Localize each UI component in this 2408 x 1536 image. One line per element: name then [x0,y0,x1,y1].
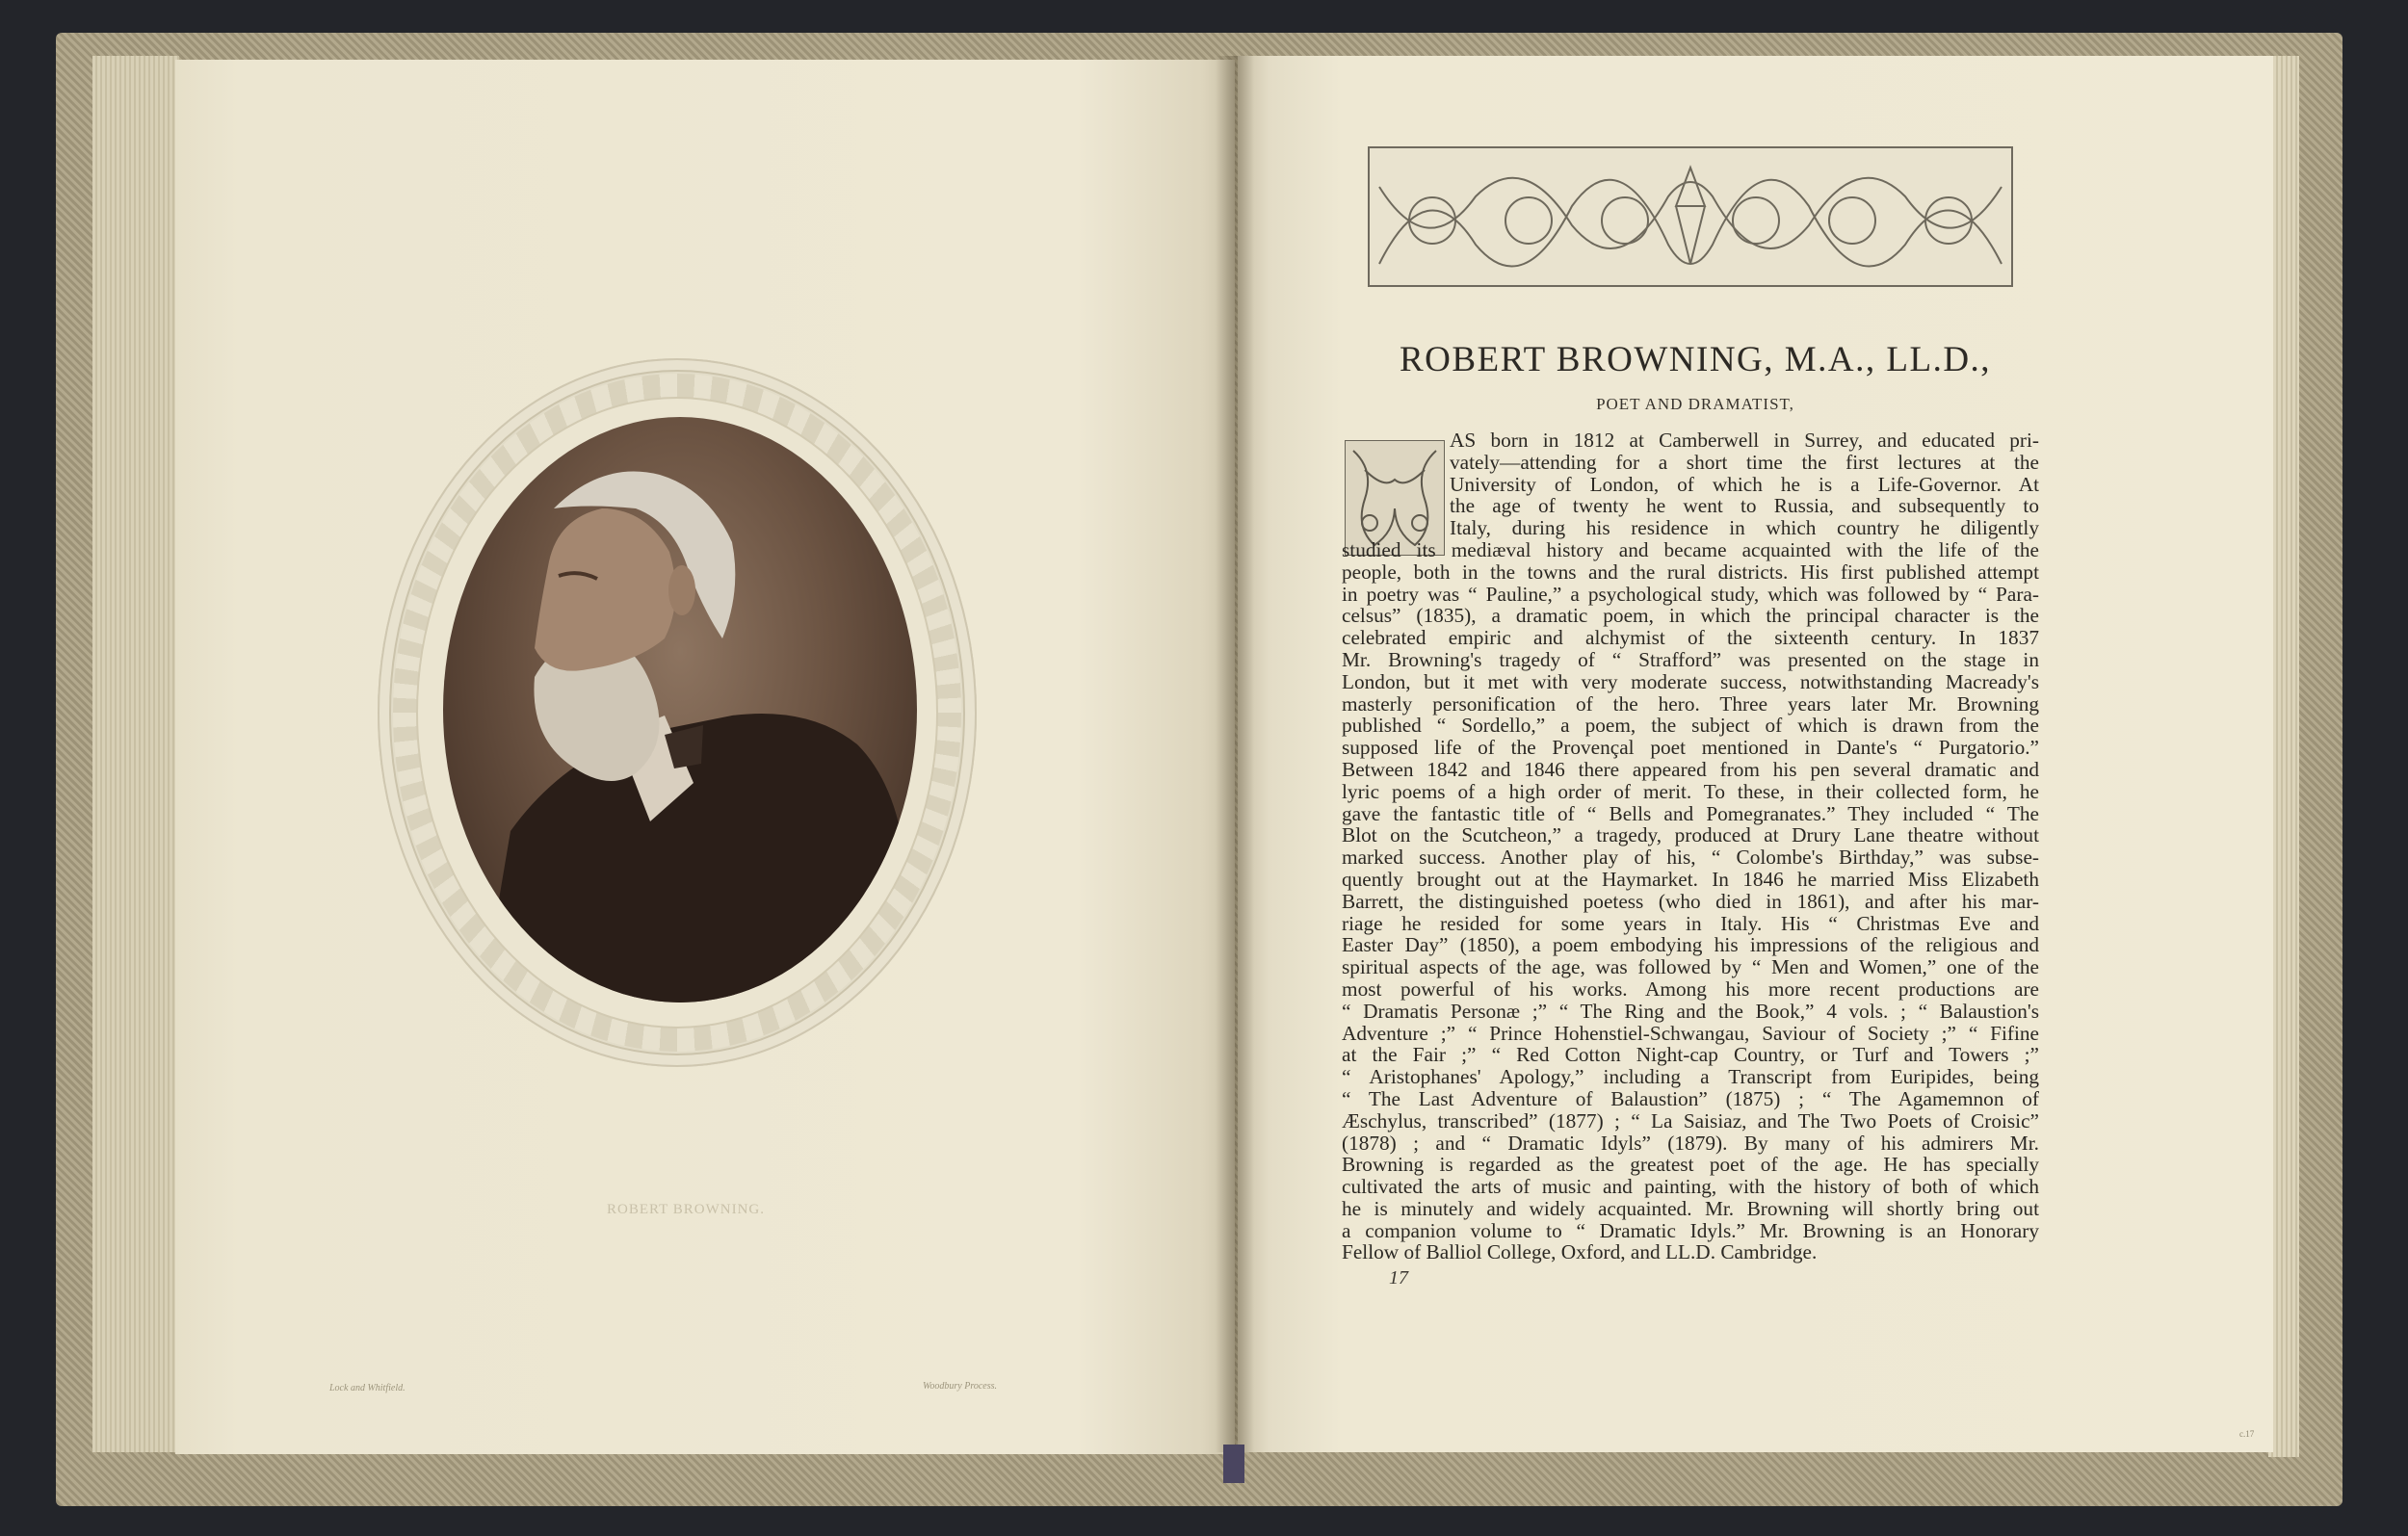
body-line: studied its mediæval history and became acquainted with the life of the [1342,537,2039,561]
body-line: cultivated the arts of music and painting, with the history of both of which [1342,1175,2039,1199]
portrait-caption: ROBERT BROWNING. [607,1202,765,1217]
body-line: AS born in 1812 at Camberwell in Surrey, and educated pri- [1450,429,2039,452]
body-line: spiritual aspects of the age, was followed by “ Men and Women,” one of the [1342,955,2039,979]
portrait-photograph [443,417,917,1002]
article-subtitle: POET AND DRAMATIST, [1596,395,1794,413]
body-line: supposed life of the Provençal poet mentioned in Dante's “ Purgatorio.” [1342,736,2039,760]
body-line: Adventure ;” “ Prince Hohenstiel-Schwangau, Saviour of Society ;” “ Fifine [1342,1021,2039,1045]
headpiece-ornament [1368,146,2013,287]
body-line: vately—attending for a short time the first lectures at the [1450,450,2039,474]
body-line: gave the fantastic title of “ Bells and Pomegranates.” They included “ The [1342,801,2039,825]
photographer-credit: Lock and Whitfield. [329,1383,406,1393]
body-line: (1878) ; and “ Dramatic Idyls” (1879). By many of his admirers Mr. [1342,1131,2039,1155]
body-line: Between 1842 and 1846 there appeared from his pen several dramatic and [1342,757,2039,781]
body-line: people, both in the towns and the rural districts. His first published attempt [1342,560,2039,584]
body-line: Browning is regarded as the greatest poet of the age. He has specially [1342,1153,2039,1177]
spine-ribbon [1223,1445,1244,1483]
body-line: “ The Last Adventure of Balaustion” (1875) ; “ The Agamemnon of [1342,1086,2039,1110]
body-line: Barrett, the distinguished poetess (who died in 1861), and after his mar- [1342,889,2039,913]
body-line: quently brought out at the Haymarket. In 1846 he married Miss Elizabeth [1342,867,2039,891]
body-line: Blot on the Scutcheon,” a tragedy, produced at Drury Lane theatre without [1342,823,2039,847]
body-line: published “ Sordello,” a poem, the subject of which is drawn from the [1342,714,2039,738]
body-line: masterly personification of the hero. Three years later Mr. Browning [1342,691,2039,716]
body-line: Fellow of Balliol College, Oxford, and LL.D. Cambridge. [1342,1240,1818,1264]
article-title: ROBERT BROWNING, M.A., LL.D., [1399,340,1992,379]
body-line: marked success. Another play of his, “ Colombe's Birthday,” was subse- [1342,846,2039,870]
process-credit: Woodbury Process. [923,1381,998,1392]
body-line: most powerful of his works. Among his more recent productions are [1342,976,2039,1001]
article-body [1342,430,2039,1263]
body-line: celsus” (1835), a dramatic poem, in which the principal character is the [1342,604,2039,628]
body-line: riage he resided for some years in Italy. His “ Christmas Eve and [1342,911,2039,935]
body-line: celebrated empiric and alchymist of the sixteenth century. In 1837 [1342,626,2039,650]
body-line: he is minutely and widely acquainted. Mr. Browning will shortly bring out [1342,1196,2039,1220]
body-line: Italy, during his residence in which country he diligently [1450,516,2039,540]
body-line: Æschylus, transcribed” (1877) ; “ La Saisiaz, and The Two Poets of Croisic” [1342,1108,2039,1132]
page-edges-left [92,56,179,1452]
body-line: lyric poems of a high order of merit. To these, in their collected form, he [1342,779,2039,803]
body-line: London, but it met with very moderate success, notwithstanding Macready's [1342,669,2039,693]
body-line: at the Fair ;” “ Red Cotton Night-cap Country, or Turf and Towers ;” [1342,1043,2039,1067]
page-number: 17 [1389,1267,1408,1289]
corner-mark: c.17 [2239,1429,2255,1439]
body-line: a companion volume to “ Dramatic Idyls.” Mr. Browning is an Honorary [1342,1218,2039,1242]
book-gutter [1216,56,1254,1452]
body-line: “ Dramatis Personæ ;” “ The Ring and the Book,” 4 vols. ; “ Balaustion's [1342,999,2039,1023]
body-line: Easter Day” (1850), a poem embodying his impressions of the religious and [1342,933,2039,957]
body-line: University of London, of which he is a Life-Governor. At [1450,472,2039,496]
body-line: “ Aristophanes' Apology,” including a Transcript from Euripides, being [1342,1065,2039,1089]
body-line: in poetry was “ Pauline,” a psychological study, which was followed by “ Para- [1342,582,2039,606]
body-line: the age of twenty he went to Russia, and subsequently to [1450,494,2039,518]
body-line: Mr. Browning's tragedy of “ Strafford” was presented on the stage in [1342,647,2039,671]
